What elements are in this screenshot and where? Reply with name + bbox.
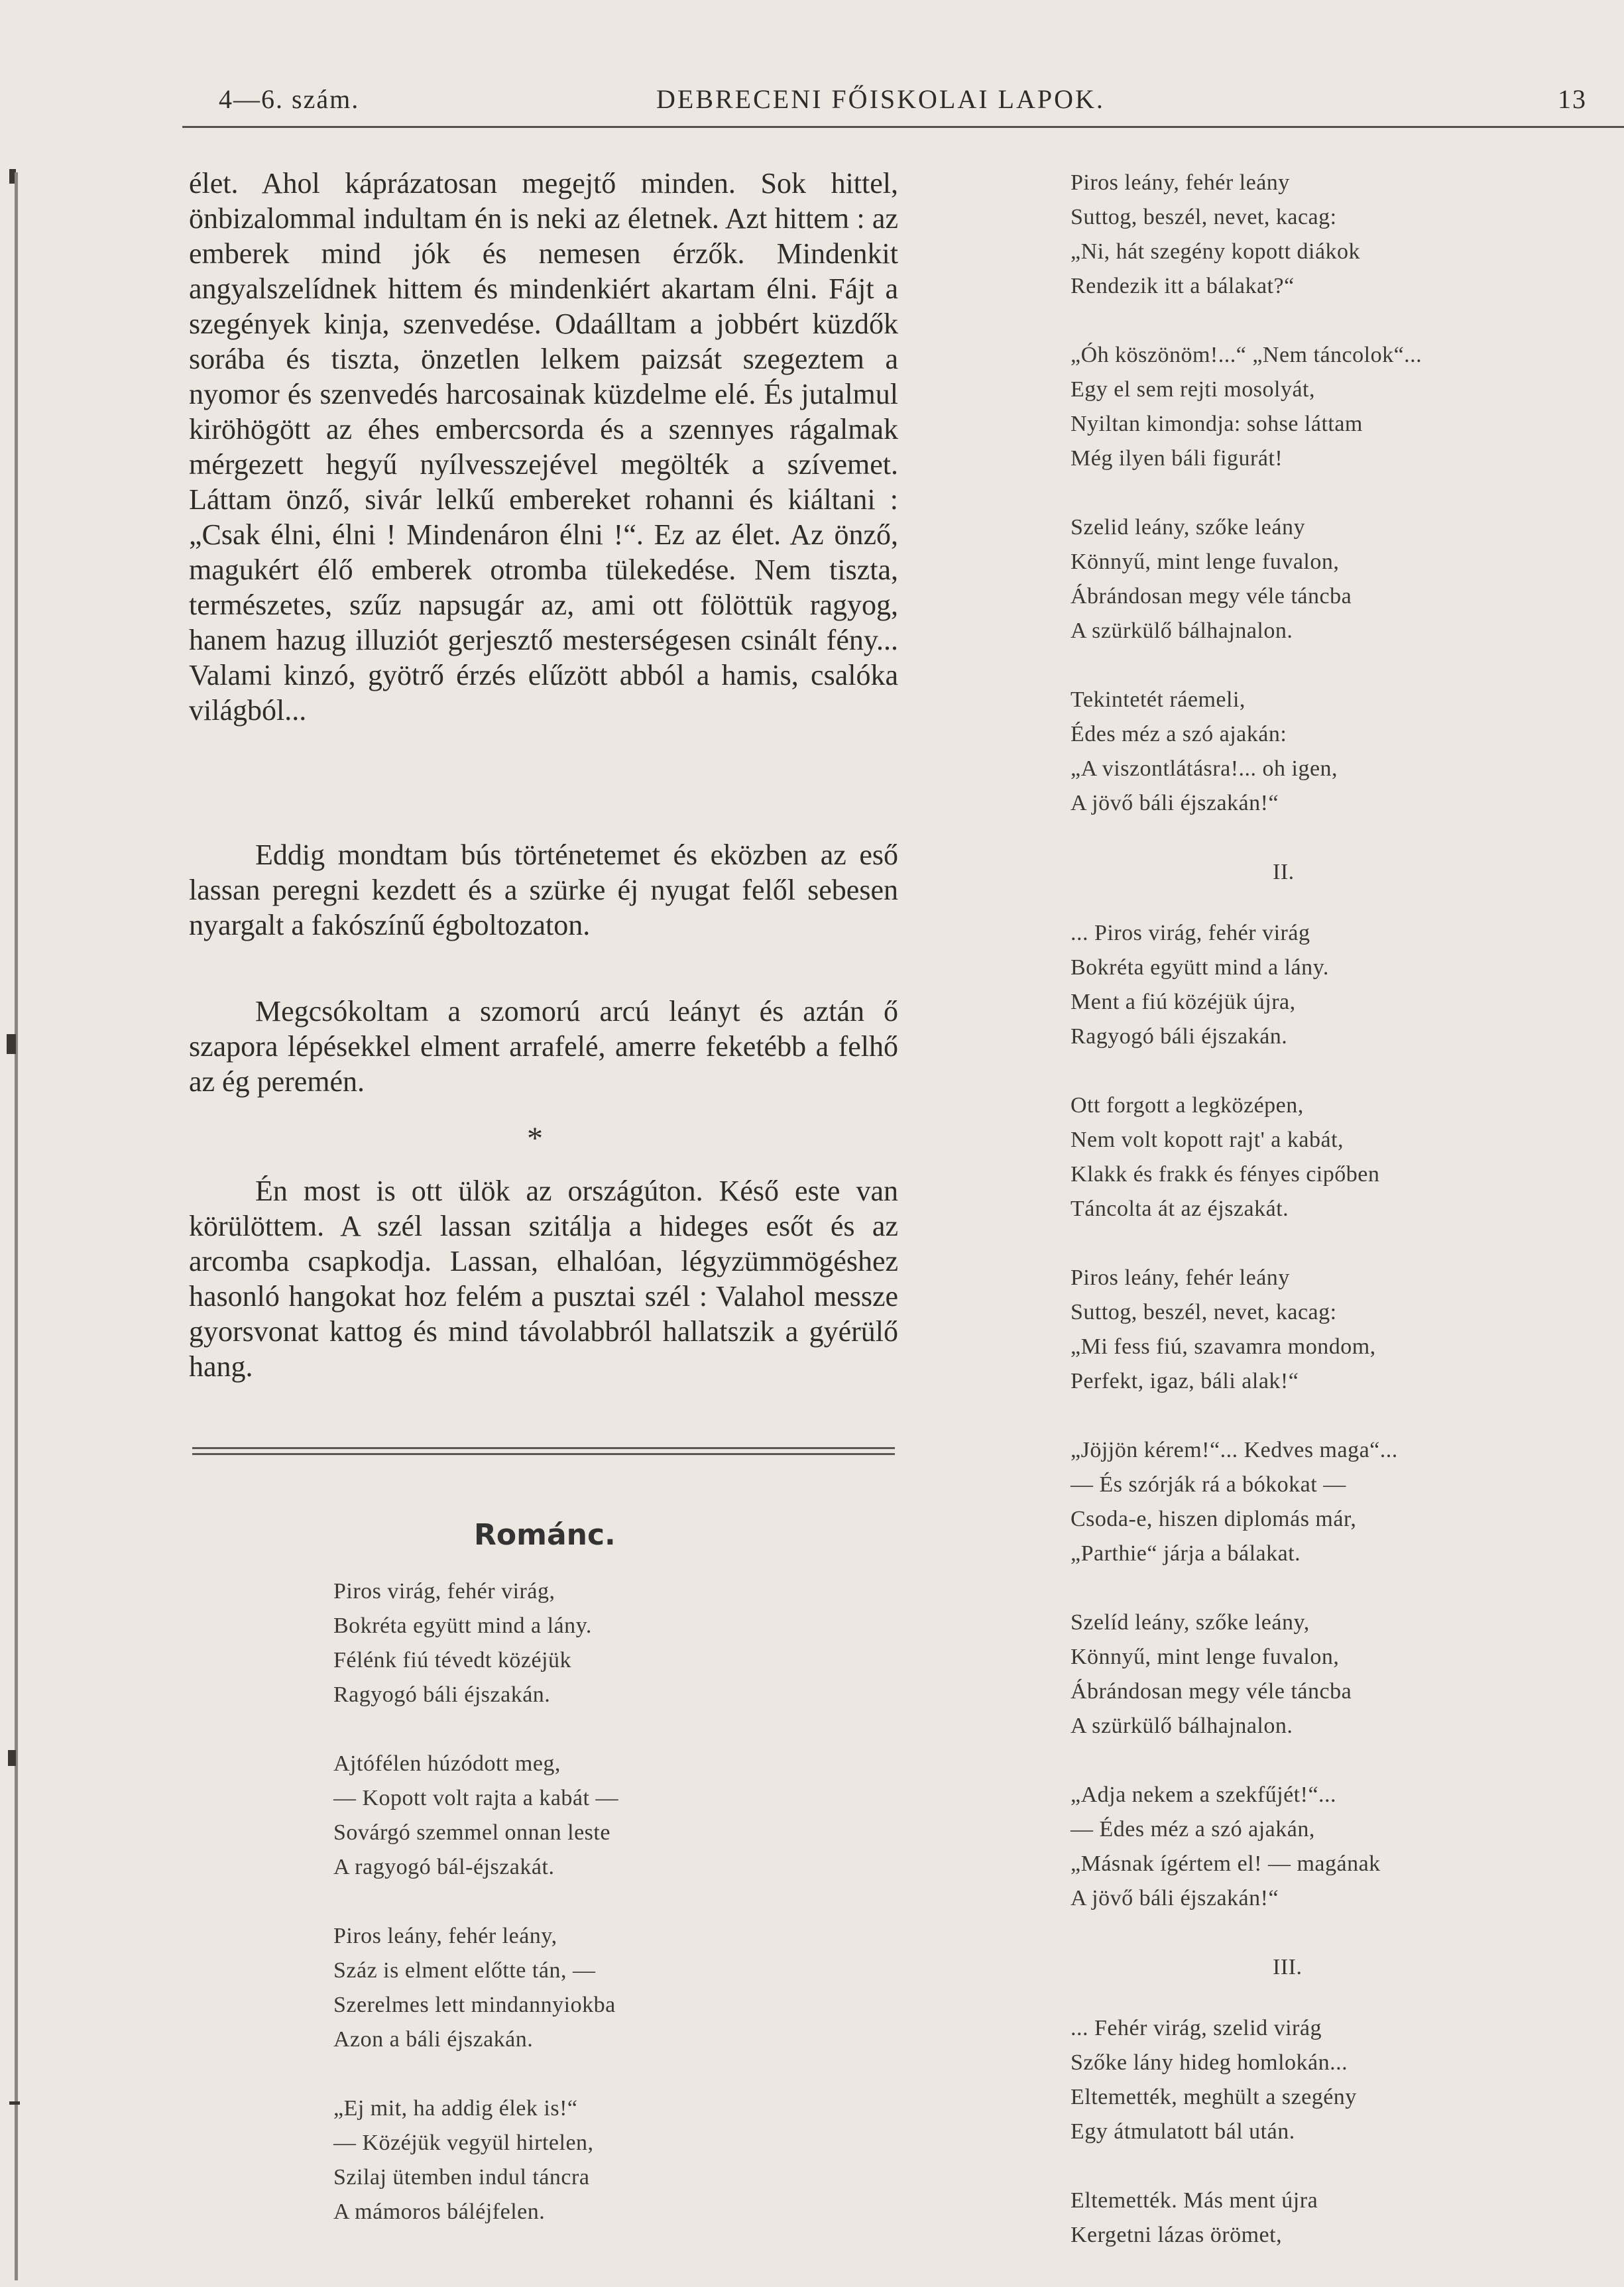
paragraph-text: Eddig mondtam bús történetemet és eközben az eső lassan peregni kezdett és a szürke éj nyugat felől sebesen nyargalt a fakószínű égboltozaton.	[189, 839, 898, 941]
poem-line: Táncolta át az éjszakát.	[1071, 1197, 1289, 1221]
poem-line: „Óh köszönöm!...“ „Nem táncolok“...	[1071, 343, 1422, 367]
paragraph-text: élet. Ahol káprázatosan megejtő minden. Sok hittel, önbizalommal indultam én is neki az életnek. Azt hittem : az emberek mind jók és nemesen érzők. Mindenkit angyalszelídnek hittem és mindenkiért akartam élni. Fájt a szegények kinja, szenvedése. Odaálltam a jobbért küzdők sorába és tiszta, önzetlen lelkem paizsát szegeztem a nyomor és szenvedés harcosainak küzdelme elé. És jutalmul kiröhögött az éhes embercsorda és a szennyes rágalmak mérgezett hegyű nyílvesszejével megölték a szívemet. Láttam önző, sivár lelkű embereket rohanni és kiáltani : „Csak élni, élni ! Mindenáron élni !“. Ez az élet. Az önző, magukért élő emberek otromba tülekedése. Nem tiszta, természetes, szűz napsugár az, ami ott fölöttük ragyog, hanem hazug illuziót gerjesztő mesterségesen csinált fény... Valami kinzó, gyötrő érzés elűzött abból a hamis, csalóka világból...	[189, 167, 898, 727]
poem-right-column	[1071, 166, 1422, 2287]
poem-line: Félénk fiú tévedt közéjük	[333, 1648, 572, 1672]
poem-stanza	[1071, 916, 1422, 1054]
poem-line: Piros leány, fehér leány	[1071, 1265, 1290, 1290]
poem-stanza	[333, 1747, 618, 1885]
poem-stanza	[333, 1574, 618, 1712]
poem-stanza	[1071, 1088, 1422, 1226]
poem-line: Suttog, beszél, nevet, kacag:	[1071, 1300, 1337, 1324]
poem-line: — Közéjük vegyül hirtelen,	[333, 2131, 594, 2155]
poem-line: Bokréta együtt mind a lány.	[333, 1613, 592, 1638]
poem-line: Édes méz a szó ajakán:	[1071, 722, 1287, 746]
poem-line: „A viszontlátásra!... oh igen,	[1071, 756, 1338, 781]
poem-line: Sovárgó szemmel onnan leste	[333, 1820, 610, 1845]
issue-number: 4—6. szám.	[219, 84, 360, 114]
poem-stanza	[1071, 1606, 1422, 1743]
poem-stanza	[1071, 683, 1422, 821]
poem-line: Bokréta együtt mind a lány.	[1071, 955, 1329, 980]
poem-line: ... Piros virág, fehér virág	[1071, 921, 1310, 945]
poem-stanza	[1071, 510, 1422, 648]
poem-line: Nyiltan kimondja: sohse láttam	[1071, 412, 1363, 436]
poem-line: A szürkülő bálhajnalon.	[1071, 1714, 1293, 1738]
poem-stanza	[1071, 1433, 1422, 1571]
poem-line: Ragyogó báli éjszakán.	[1071, 1024, 1288, 1049]
poem-section-number: III.	[1273, 1955, 1303, 1979]
poem-line: Egy el sem rejti mosolyát,	[1071, 377, 1315, 402]
double-divider	[192, 1447, 895, 1459]
poem-line: A szürkülő bálhajnalon.	[1071, 618, 1293, 643]
poem-line: Szerelmes lett mindannyiokba	[333, 1993, 616, 2017]
poem-line: „Mi fess fiú, szavamra mondom,	[1071, 1334, 1376, 1359]
prose-paragraph-4	[189, 1173, 898, 1384]
poem-line: — Édes méz a szó ajakán,	[1071, 1817, 1315, 1842]
poem-line: Szelíd leány, szőke leány,	[1071, 1610, 1310, 1635]
poem-stanza	[1071, 1778, 1422, 1916]
poem-line: Piros leány, fehér leány,	[333, 1924, 557, 1948]
poem-section-number: II.	[1273, 860, 1295, 884]
poem-line: „Jöjjön kérem!“... Kedves maga“...	[1071, 1438, 1398, 1462]
poem-stanza	[333, 2091, 618, 2229]
poem-line: Szilaj ütemben indul táncra	[333, 2165, 590, 2190]
poem-line: Ajtófélen húzódott meg,	[333, 1751, 561, 1776]
poem-line: Csoda-e, hiszen diplomás már,	[1071, 1507, 1357, 1531]
poem-line: Ott forgott a legközépen,	[1071, 1093, 1304, 1118]
poem-stanza	[1071, 166, 1422, 304]
poem-line: Azon a báli éjszakán.	[333, 2027, 534, 2052]
prose-paragraph-1	[189, 166, 898, 728]
poem-line: Ábrándosan megy véle táncba	[1071, 584, 1352, 609]
poem-line: Perfekt, igaz, báli alak!“	[1071, 1369, 1299, 1393]
page-number: 13	[1558, 84, 1587, 114]
poem-line: Eltemették. Más ment újra	[1071, 2188, 1318, 2213]
poem-line: Ragyogó báli éjszakán.	[333, 1682, 551, 1707]
poem-line: „Ni, hát szegény kopott diákok	[1071, 239, 1361, 264]
poem-line: „Ej mit, ha addig élek is!“	[333, 2096, 578, 2121]
poem-line: Száz is elment előtte tán, —	[333, 1958, 596, 1983]
poem-line: A jövő báli éjszakán!“	[1071, 791, 1279, 815]
poem-stanza	[1071, 2184, 1422, 2253]
poem-line: „Adja nekem a szekfűjét!“...	[1071, 1783, 1337, 1807]
prose-paragraph-3	[189, 994, 898, 1099]
poem-line: Nem volt kopott rajt' a kabát,	[1071, 1128, 1344, 1152]
poem-line: A mámoros báléjfelen.	[333, 2199, 546, 2224]
poem-line: Könnyű, mint lenge fuvalon,	[1071, 1645, 1340, 1669]
poem-stanza	[1071, 338, 1422, 476]
poem-line: ... Fehér virág, szelid virág	[1071, 2016, 1322, 2040]
poem-line: Ment a fiú közéjük újra,	[1071, 990, 1296, 1014]
poem-line: A jövő báli éjszakán!“	[1071, 1886, 1279, 1910]
poem-line: Könnyű, mint lenge fuvalon,	[1071, 550, 1340, 574]
poem-line: Eltemették, meghült a szegény	[1071, 2085, 1357, 2109]
poem-stanza	[1071, 2011, 1422, 2149]
poem-left-column	[333, 1574, 618, 2264]
poem-line: Piros leány, fehér leány	[1071, 170, 1290, 195]
journal-title: DEBRECENI FŐISKOLAI LAPOK.	[656, 84, 1105, 114]
prose-paragraph-2	[189, 837, 898, 943]
poem-line: Szelid leány, szőke leány	[1071, 515, 1305, 540]
poem-line: „Parthie“ járja a bálakat.	[1071, 1541, 1301, 1566]
poem-stanza	[333, 1919, 618, 2057]
poem-line: Suttog, beszél, nevet, kacag:	[1071, 205, 1337, 229]
poem-line: Tekintetét ráemeli,	[1071, 687, 1246, 712]
poem-line: Rendezik itt a bálakat?“	[1071, 274, 1295, 298]
poem-line: — És szórják rá a bókokat —	[1071, 1472, 1346, 1497]
header-rule	[182, 126, 1624, 128]
poem-line: Egy átmulatott bál után.	[1071, 2119, 1295, 2144]
poem-stanza	[1071, 1261, 1422, 1399]
poem-line: Ábrándosan megy véle táncba	[1071, 1679, 1352, 1704]
poem-line: A ragyogó bál-éjszakát.	[333, 1855, 555, 1879]
poem-line: Piros virág, fehér virág,	[333, 1579, 555, 1604]
poem-line: Klakk és frakk és fényes cipőben	[1071, 1162, 1380, 1187]
paragraph-text: Megcsókoltam a szomorú arcú leányt és aztán ő szapora lépésekkel elment arrafelé, amerre feketébb a felhő az ég peremén.	[189, 995, 898, 1098]
poem-title: Románc.	[474, 1518, 616, 1552]
poem-line: Még ilyen báli figurát!	[1071, 446, 1283, 471]
section-separator: *	[527, 1121, 543, 1156]
paragraph-text: Én most is ott ülök az országúton. Késő este van körülöttem. A szél lassan szitálja a hideges esőt és az arcomba csapkodja. Lassan, elhalóan, légyzümmögéshez hasonló hangokat hoz felém a pusztai szél : Valahol messze gyorsvonat kattog és mind távolabbról hallatszik a gyérülő hang.	[189, 1175, 898, 1383]
poem-line: — Kopott volt rajta a kabát —	[333, 1786, 618, 1810]
poem-line: Kergetni lázas örömet,	[1071, 2223, 1283, 2247]
poem-line: Szőke lány hideg homlokán...	[1071, 2050, 1348, 2075]
poem-line: „Másnak ígértem el! — magának	[1071, 1851, 1381, 1876]
